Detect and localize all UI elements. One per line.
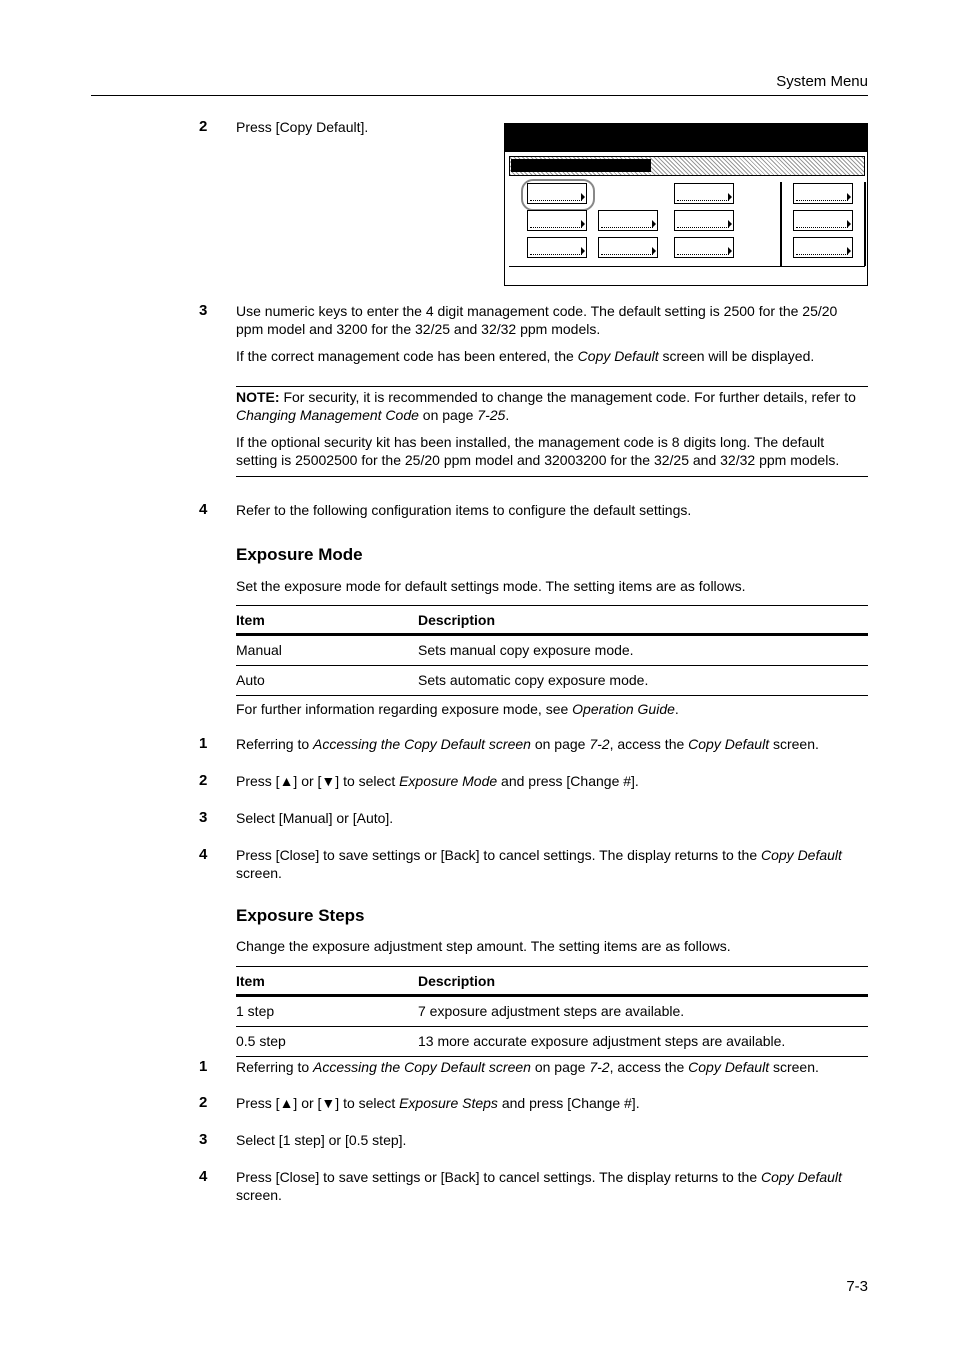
table-cell: 13 more accurate exposure adjustment steps are available. [418, 1033, 786, 1049]
panel-button[interactable] [793, 237, 853, 258]
table-cell: 7 exposure adjustment steps are available. [418, 1003, 685, 1019]
exposure-mode-table [236, 605, 868, 696]
panel-button[interactable] [598, 210, 658, 231]
table-header-cell: Item [236, 973, 265, 989]
step-text: Refer to the following configuration items to configure the default settings. [236, 502, 692, 518]
step-text: Select [1 step] or [0.5 step]. [236, 1132, 407, 1148]
step-number: 3 [199, 302, 208, 319]
step-followup: If the correct management code has been entered, the Copy Default screen will be displayed. [236, 348, 815, 364]
panel-button[interactable] [674, 183, 734, 204]
panel-button[interactable] [527, 237, 587, 258]
note-top-rule [236, 386, 868, 387]
table-header-cell: Description [418, 973, 496, 989]
step-text: Referring to Accessing the Copy Default screen on page 7-2, access the Copy Default screen. [236, 736, 819, 752]
header-rule [91, 95, 868, 96]
note-paragraph-2: If the optional security kit has been installed, the management code is 8 digits long. The default setting is 25002500 for the 25/20 ppm model and 32003200 for the 32/25 and 32/32 ppm models. [236, 434, 840, 468]
note-bottom-rule [236, 476, 868, 477]
panel-button[interactable] [793, 183, 853, 204]
step-number: 4 [199, 1168, 208, 1185]
step-text: Press [▲] or [▼] to select Exposure Steps and press [Change #]. [236, 1095, 640, 1111]
section-intro: Change the exposure adjustment step amount. The setting items are as follows. [236, 938, 731, 954]
section-intro: Set the exposure mode for default settings mode. The setting items are as follows. [236, 578, 746, 594]
panel-button[interactable] [598, 237, 658, 258]
step-text: Press [Close] to save settings or [Back] to cancel settings. The display returns to the Copy Default screen. [236, 847, 842, 881]
table-row [236, 996, 868, 1027]
section-heading: Exposure Mode [236, 545, 363, 564]
panel-title-bar [505, 124, 867, 152]
running-header: System Menu [776, 73, 868, 90]
step-text: Referring to Accessing the Copy Default screen on page 7-2, access the Copy Default screen. [236, 1059, 819, 1075]
table-cell: Manual [236, 642, 282, 658]
panel-button[interactable] [674, 210, 734, 231]
table-header-row [236, 606, 868, 635]
table-row [236, 666, 868, 696]
step-number: 4 [199, 501, 208, 518]
page-number: 7-3 [846, 1278, 868, 1295]
step-text: Press [Close] to save settings or [Back] to cancel settings. The display returns to the Copy Default screen. [236, 1169, 842, 1203]
panel-tab-active [511, 159, 651, 172]
step-number: 4 [199, 846, 208, 863]
table-cell: 0.5 step [236, 1033, 286, 1049]
step-text: Press [▲] or [▼] to select Exposure Mode and press [Change #]. [236, 773, 639, 789]
step-number: 1 [199, 1058, 208, 1075]
exposure-steps-table [236, 966, 868, 1057]
step-text: Press [Copy Default]. [236, 119, 369, 135]
panel-divider [780, 182, 782, 266]
table-cell: 1 step [236, 1003, 275, 1019]
further-info: For further information regarding exposure mode, see Operation Guide. [236, 701, 679, 717]
copy-default-panel-illustration [504, 123, 868, 286]
panel-divider [864, 182, 866, 266]
table-header-row [236, 967, 868, 996]
step-number: 2 [199, 118, 208, 135]
step-number: 1 [199, 735, 208, 752]
note-paragraph: NOTE: For security, it is recommended to change the management code. For further details, refer to Changing Management Code on page 7-25. [236, 389, 856, 423]
step-number: 2 [199, 1094, 208, 1111]
step-number: 3 [199, 809, 208, 826]
step-text: Select [Manual] or [Auto]. [236, 810, 394, 826]
step-text: Use numeric keys to enter the 4 digit management code. The default setting is 2500 for the 25/20 ppm model and 3200 for the 32/25 and 32/32 ppm models. [236, 303, 838, 337]
table-row [236, 1027, 868, 1057]
copy-default-button[interactable] [527, 183, 587, 204]
table-cell: Auto [236, 672, 265, 688]
table-cell: Sets manual copy exposure mode. [418, 642, 634, 658]
step-number: 2 [199, 772, 208, 789]
table-header-cell: Item [236, 612, 265, 628]
table-row [236, 635, 868, 666]
panel-footer-rule [509, 266, 865, 267]
table-cell: Sets automatic copy exposure mode. [418, 672, 649, 688]
section-heading: Exposure Steps [236, 906, 365, 925]
panel-button[interactable] [793, 210, 853, 231]
panel-button[interactable] [527, 210, 587, 231]
table-header-cell: Description [418, 612, 496, 628]
step-number: 3 [199, 1131, 208, 1148]
panel-button[interactable] [674, 237, 734, 258]
